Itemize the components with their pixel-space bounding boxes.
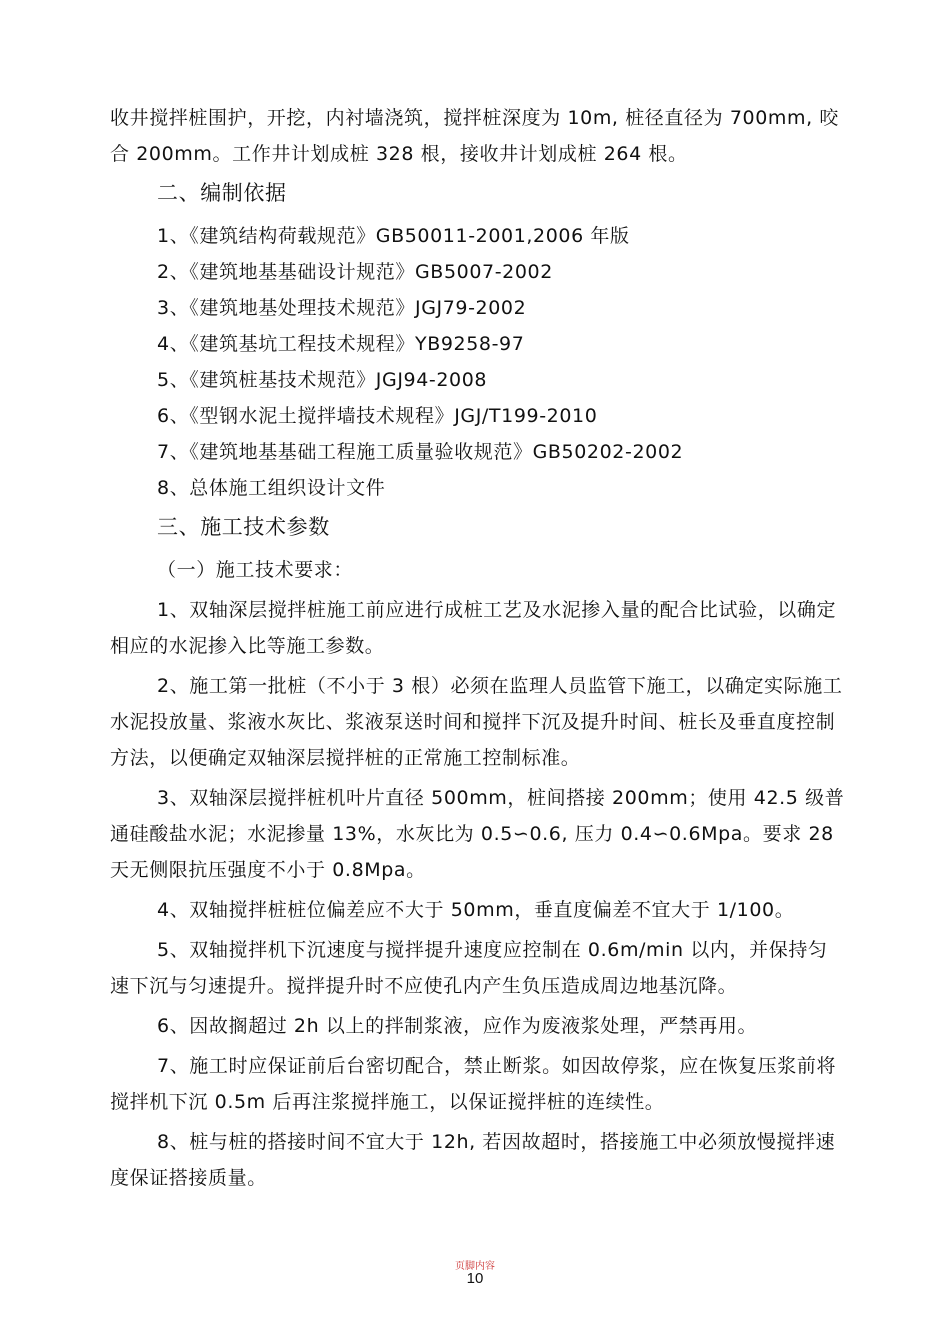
reference-item: 4、《建筑基坑工程技术规程》YB9258-97 (157, 333, 525, 355)
requirement-paragraph: 6、因故搁超过 2h 以上的拌制浆液，应作为废液浆处理，严禁再用。 (157, 1015, 758, 1037)
footer-label: 页脚内容 (455, 1261, 495, 1272)
page-number: 10 (466, 1270, 484, 1287)
reference-item: 8、总体施工组织设计文件 (157, 477, 386, 499)
section-heading-basis: 二、编制依据 (157, 181, 287, 205)
section-heading-parameters: 三、施工技术参数 (157, 515, 330, 539)
requirement-paragraph: 5、双轴搅拌机下沉速度与搅拌提升速度应控制在 0.6m/min 以内，并保持匀速下沉与匀速提升。搅拌提升时不应使孔内产生负压造成周边地基沉降。 (110, 939, 828, 997)
subsection-heading-requirements: （一）施工技术要求： (157, 559, 354, 581)
reference-item: 5、《建筑桩基技术规范》JGJ94-2008 (157, 369, 488, 391)
reference-list (110, 218, 845, 506)
requirement-paragraph: 2、施工第一批桩（不小于 3 根）必须在监理人员监管下施工，以确定实际施工水泥投放量、浆液水灰比、浆液泵送时间和搅拌下沉及提升时间、桩长及垂直度控制方法，以便确定双轴深层搅拌桩的正常施工控制标准。 (110, 675, 843, 769)
requirement-paragraph: 8、桩与桩的搭接时间不宜大于 12h, 若因故超时，搭接施工中必须放慢搅拌速度保证搭接质量。 (110, 1131, 836, 1189)
reference-item: 3、《建筑地基处理技术规范》JGJ79-2002 (157, 297, 527, 319)
requirement-paragraph: 1、双轴深层搅拌桩施工前应进行成桩工艺及水泥掺入量的配合比试验，以确定相应的水泥掺入比等施工参数。 (110, 599, 837, 657)
reference-item: 2、《建筑地基基础设计规范》GB5007-2002 (157, 261, 553, 283)
reference-item: 6、《型钢水泥土搅拌墙技术规程》JGJ/T199-2010 (157, 405, 598, 427)
requirement-paragraph: 4、双轴搅拌桩桩位偏差应不大于 50mm，垂直度偏差不宜大于 1/100。 (157, 899, 795, 921)
reference-item: 1、《建筑结构荷载规范》GB50011-2001,2006 年版 (157, 225, 630, 247)
requirement-paragraph: 7、施工时应保证前后台密切配合，禁止断浆。如因故停浆，应在恢复压浆前将搅拌机下沉 0.5m 后再注浆搅拌施工，以保证搅拌桩的连续性。 (110, 1055, 837, 1113)
document-body (110, 100, 845, 1196)
reference-item: 7、《建筑地基基础工程施工质量验收规范》GB50202-2002 (157, 441, 684, 463)
requirement-paragraph: 3、双轴深层搅拌桩机叶片直径 500mm，桩间搭接 200mm；使用 42.5 级普通硅酸盐水泥；水泥掺量 13%，水灰比为 0.5∽0.6, 压力 0.4∽0.6Mpa。要求 28 天无侧限抗压强度不小于 0.8Mpa。 (110, 787, 845, 881)
intro-paragraph: 收井搅拌桩围护，开挖，内衬墙浇筑，搅拌桩深度为 10m, 桩径直径为 700mm, 咬合 200mm。工作井计划成桩 328 根，接收井计划成桩 264 根。 (110, 107, 840, 165)
requirements-list (110, 592, 845, 1196)
